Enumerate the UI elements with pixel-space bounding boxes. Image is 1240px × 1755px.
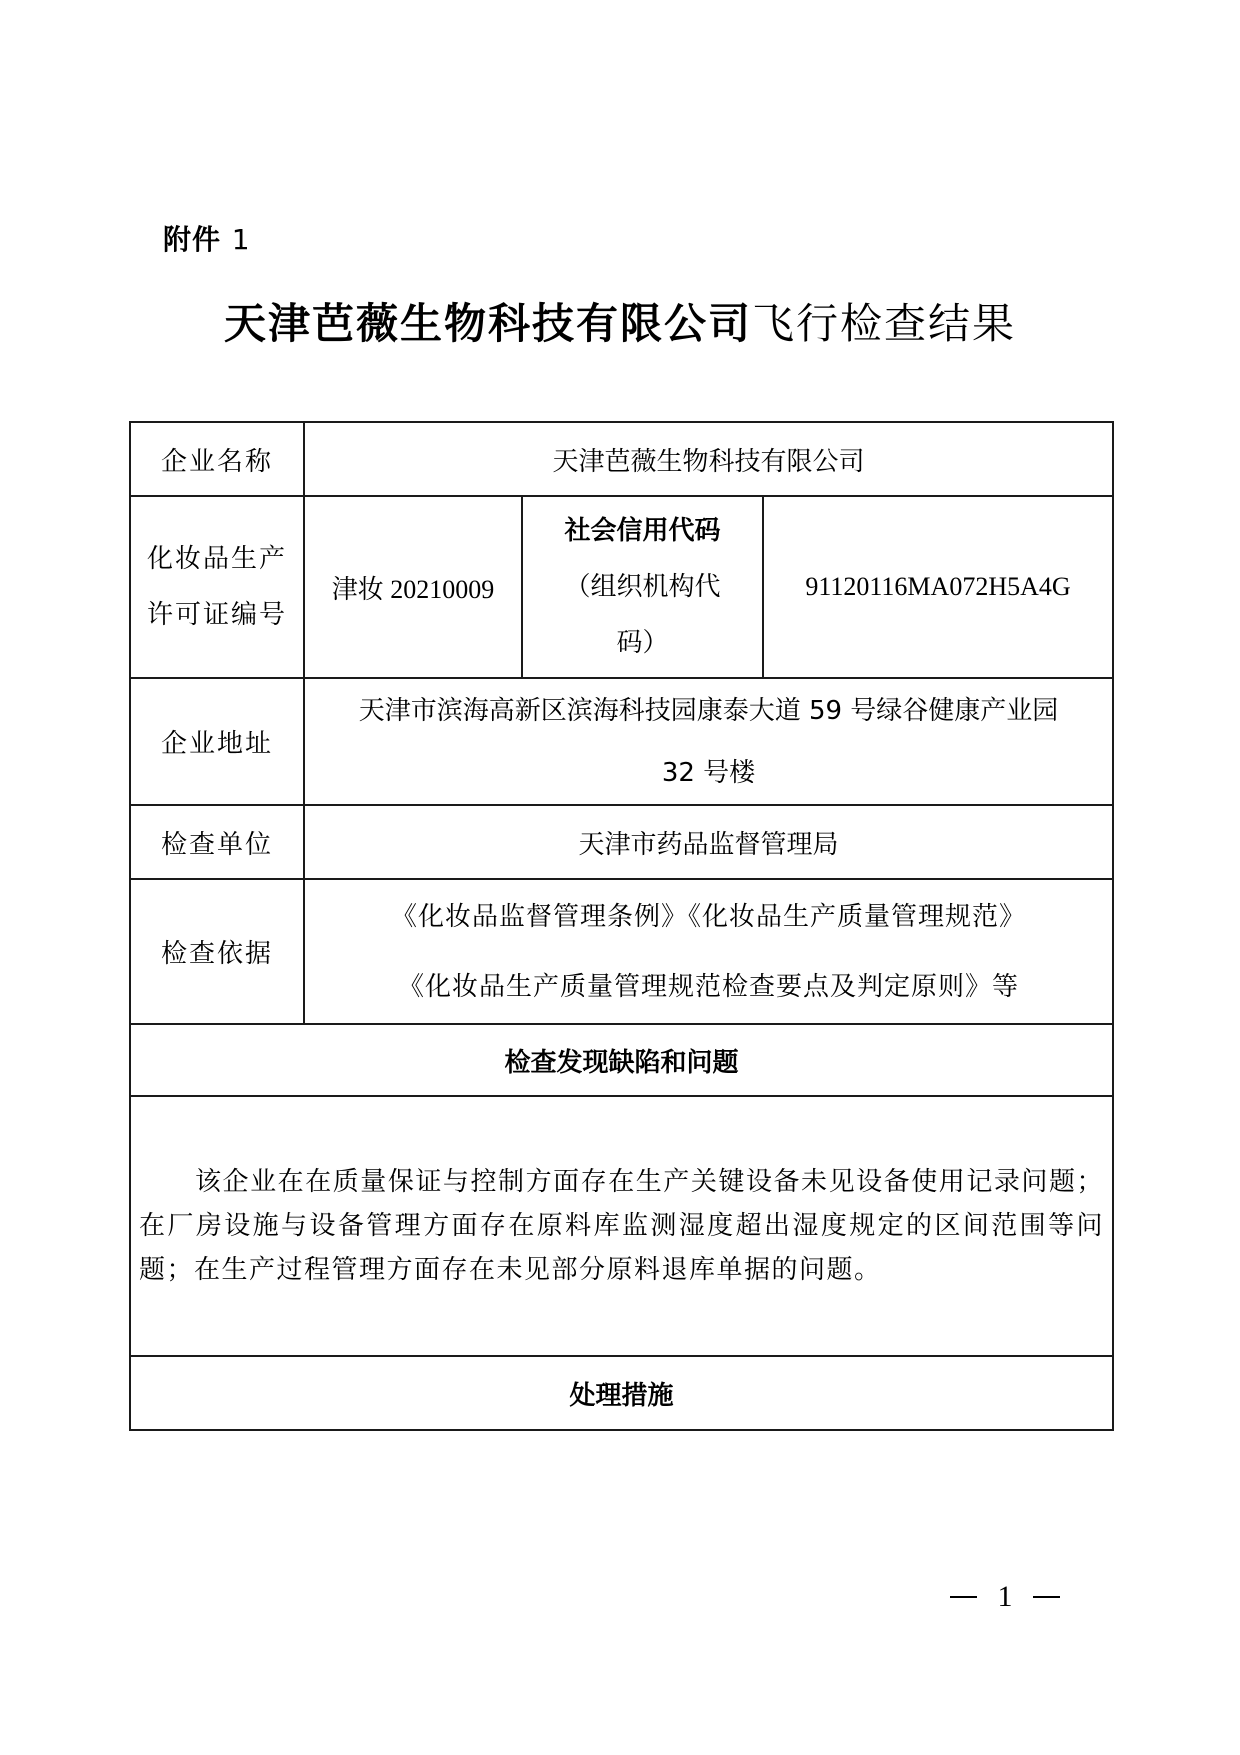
address-line2: 32 号楼 xyxy=(661,757,756,788)
dash-left xyxy=(950,1596,977,1598)
inspection-basis-label: 检查依据 xyxy=(130,879,304,1024)
inspection-basis-line1: 《化妆品监督管理条例》《化妆品生产质量管理规范》 xyxy=(391,901,1027,932)
company-name-value: 天津芭薇生物科技有限公司 xyxy=(304,422,1113,496)
license-label xyxy=(130,496,304,678)
credit-code-label-line2: （组织机构代 xyxy=(564,572,721,602)
inspection-basis-line2: 《化妆品生产质量管理规范检查要点及判定原则》等 xyxy=(398,971,1020,1002)
attachment-label-text: 附件 xyxy=(163,223,222,256)
attachment-number: 1 xyxy=(231,223,251,256)
findings-heading: 检查发现缺陷和问题 xyxy=(130,1024,1113,1096)
credit-code-value: 91120116MA072H5A4G xyxy=(763,496,1113,678)
table-row-inspection-basis xyxy=(130,879,1113,1024)
title-company: 天津芭薇生物科技有限公司 xyxy=(223,299,752,348)
inspection-basis-value xyxy=(304,879,1113,1024)
table-row-company-name xyxy=(130,422,1113,496)
findings-text: 该企业在在质量保证与控制方面存在生产关键设备未见设备使用记录问题；在厂房设施与设备管理方面存在原料库监测湿度超出湿度规定的区间范围等问题；在生产过程管理方面存在未见部分原料退库单据的问题。 xyxy=(139,1167,1105,1285)
credit-code-label-line1: 社会信用代码 xyxy=(564,516,721,546)
page-number-value: 1 xyxy=(997,1580,1013,1613)
address-value xyxy=(304,678,1113,805)
company-name-label: 企业名称 xyxy=(130,422,304,496)
license-label-line2: 许可证编号 xyxy=(146,600,287,630)
credit-code-label xyxy=(522,496,763,678)
attachment-label xyxy=(163,218,251,258)
credit-code-label-line3: 码） xyxy=(616,628,669,658)
address-line1: 天津市滨海高新区滨海科技园康泰大道 59 号绿谷健康产业园 xyxy=(358,695,1059,726)
findings-cell xyxy=(130,1096,1113,1356)
measures-heading: 处理措施 xyxy=(130,1356,1113,1430)
table-row-license xyxy=(130,496,1113,678)
title-suffix: 飞行检查结果 xyxy=(752,299,1017,348)
page-number xyxy=(950,1580,1060,1614)
page-title xyxy=(0,296,1240,352)
table-row-findings xyxy=(130,1096,1113,1356)
table-row-findings-heading xyxy=(130,1024,1113,1096)
table-row-address xyxy=(130,678,1113,805)
table-row-measures-heading xyxy=(130,1356,1113,1430)
table-row-inspection-unit xyxy=(130,805,1113,879)
inspection-result-table xyxy=(129,421,1114,1431)
dash-right xyxy=(1033,1596,1060,1598)
inspection-unit-value: 天津市药品监督管理局 xyxy=(304,805,1113,879)
inspection-unit-label: 检查单位 xyxy=(130,805,304,879)
address-label: 企业地址 xyxy=(130,678,304,805)
license-label-line1: 化妆品生产 xyxy=(146,544,287,574)
license-value: 津妆 20210009 xyxy=(304,496,522,678)
